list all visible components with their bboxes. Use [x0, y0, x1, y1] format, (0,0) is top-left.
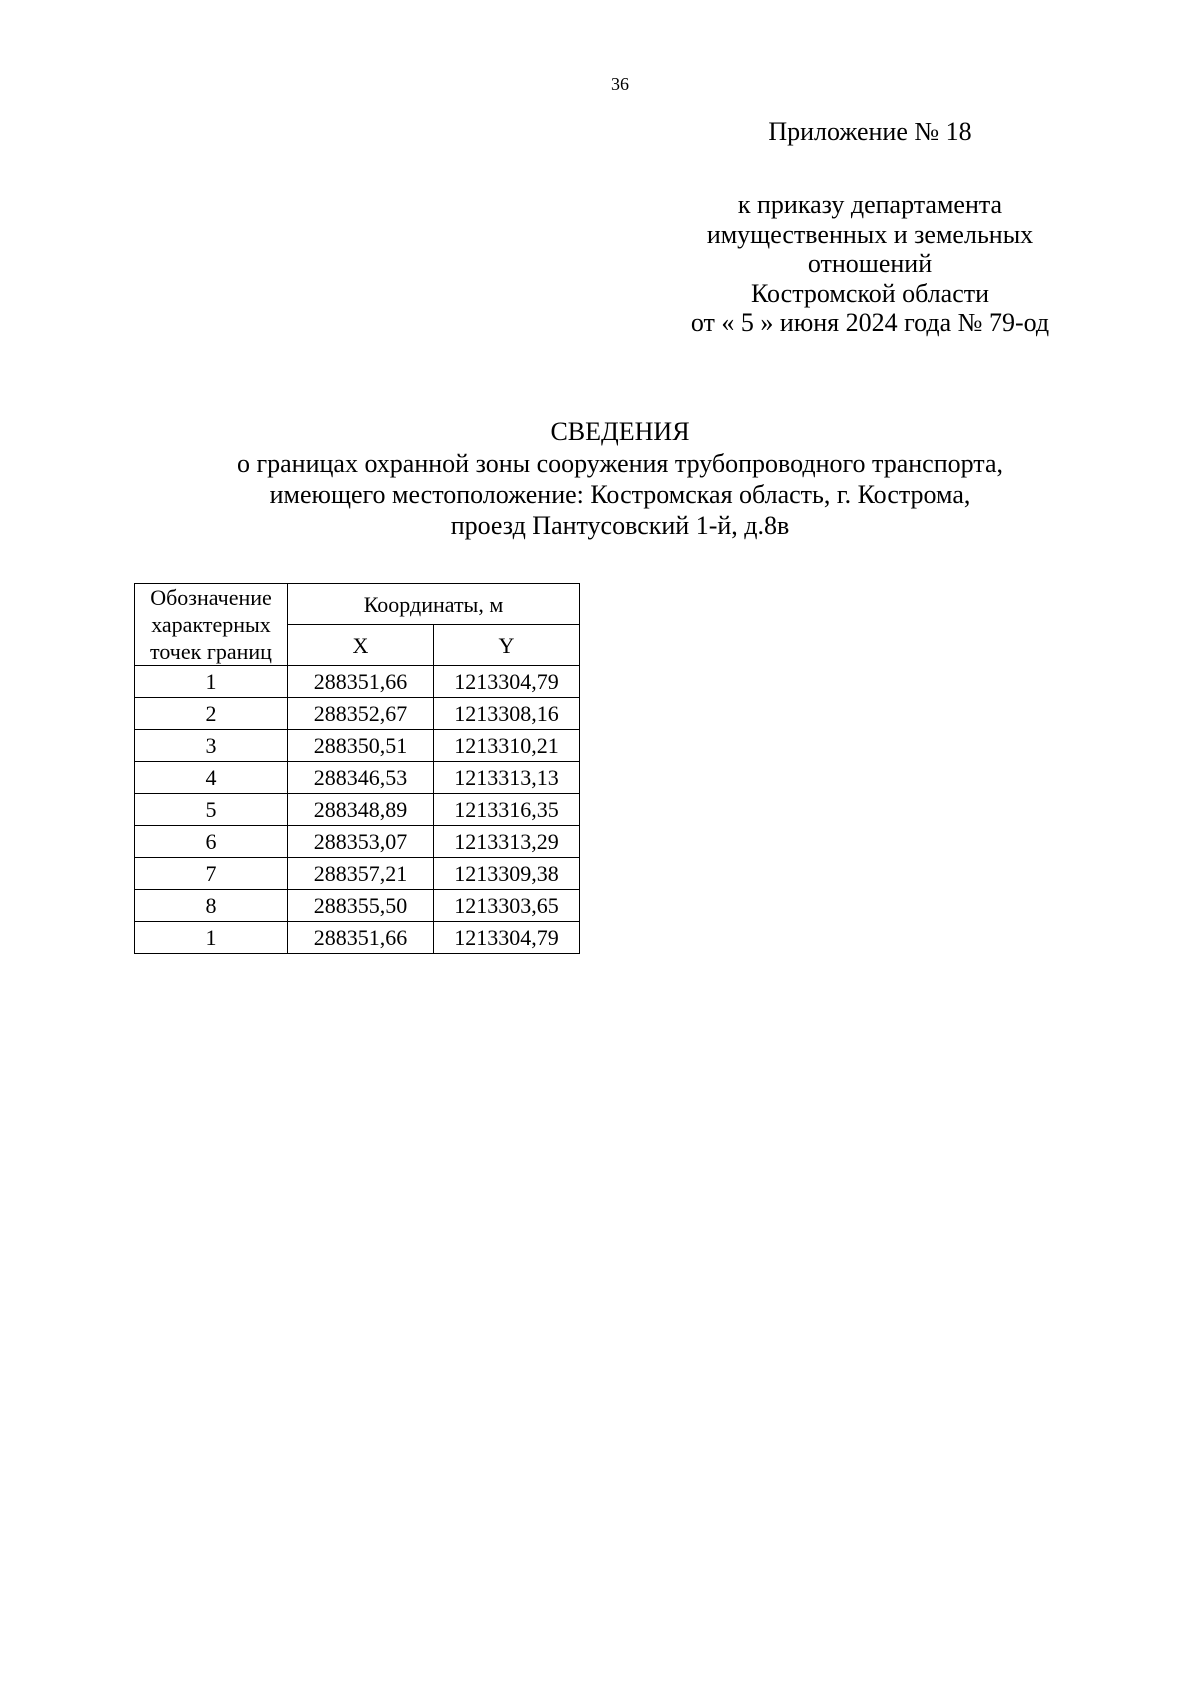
- table-row: [135, 730, 580, 762]
- header-point-line: Обозначение: [150, 585, 272, 610]
- appendix-title: Приложение № 18: [768, 117, 972, 146]
- x-cell: 288351,66: [288, 922, 434, 954]
- table-row: [135, 922, 580, 954]
- header-x: X: [288, 625, 434, 666]
- page-number: 36: [611, 74, 629, 94]
- table-row: [135, 890, 580, 922]
- y-cell: 1213316,35: [434, 794, 580, 826]
- order-line: имущественных и земельных: [706, 219, 1034, 249]
- x-cell: 288350,51: [288, 730, 434, 762]
- point-cell: 1: [135, 922, 288, 954]
- y-cell: 1213310,21: [434, 730, 580, 762]
- x-cell: 288351,66: [288, 666, 434, 698]
- point-cell: 4: [135, 762, 288, 794]
- point-cell: 5: [135, 794, 288, 826]
- x-cell: 288353,07: [288, 826, 434, 858]
- point-cell: 2: [135, 698, 288, 730]
- table-row: [135, 698, 580, 730]
- x-cell: 288352,67: [288, 698, 434, 730]
- coordinates-table: [134, 583, 580, 954]
- y-cell: 1213304,79: [434, 922, 580, 954]
- y-cell: 1213308,16: [434, 698, 580, 730]
- y-cell: 1213309,38: [434, 858, 580, 890]
- point-cell: 8: [135, 890, 288, 922]
- header-point-line: точек границ: [150, 639, 272, 664]
- y-cell: 1213304,79: [434, 666, 580, 698]
- point-cell: 1: [135, 666, 288, 698]
- order-line: от « 5 » июня 2024 года № 79-од: [690, 308, 1050, 337]
- x-cell: 288355,50: [288, 890, 434, 922]
- table-row: [135, 858, 580, 890]
- document-subheading: [0, 448, 1200, 541]
- x-cell: 288346,53: [288, 762, 434, 794]
- x-cell: 288357,21: [288, 858, 434, 890]
- table-row: [135, 762, 580, 794]
- header-coordinates: Координаты, м: [288, 584, 580, 625]
- point-cell: 7: [135, 858, 288, 890]
- point-cell: 3: [135, 730, 288, 762]
- header-point: [135, 584, 288, 666]
- y-cell: 1213303,65: [434, 890, 580, 922]
- x-cell: 288348,89: [288, 794, 434, 826]
- header-point-line: характерных: [151, 612, 271, 637]
- subheading-line: проезд Пантусовский 1-й, д.8в: [450, 511, 790, 540]
- order-line: Костромской области: [750, 278, 990, 308]
- table-row: [135, 666, 580, 698]
- table-row: [135, 794, 580, 826]
- document-heading: СВЕДЕНИЯ: [550, 417, 690, 446]
- y-cell: 1213313,13: [434, 762, 580, 794]
- order-reference: [620, 190, 1120, 338]
- point-cell: 6: [135, 826, 288, 858]
- y-cell: 1213313,29: [434, 826, 580, 858]
- subheading-line: о границах охранной зоны сооружения трубопроводного транспорта,: [236, 449, 1004, 478]
- table-row: [135, 826, 580, 858]
- table-header-row: [135, 584, 580, 625]
- subheading-line: имеющего местоположение: Костромская область, г. Кострома,: [269, 480, 971, 509]
- header-y: Y: [434, 625, 580, 666]
- order-line: к приказу департамента: [737, 190, 1003, 219]
- order-line: отношений: [807, 249, 933, 278]
